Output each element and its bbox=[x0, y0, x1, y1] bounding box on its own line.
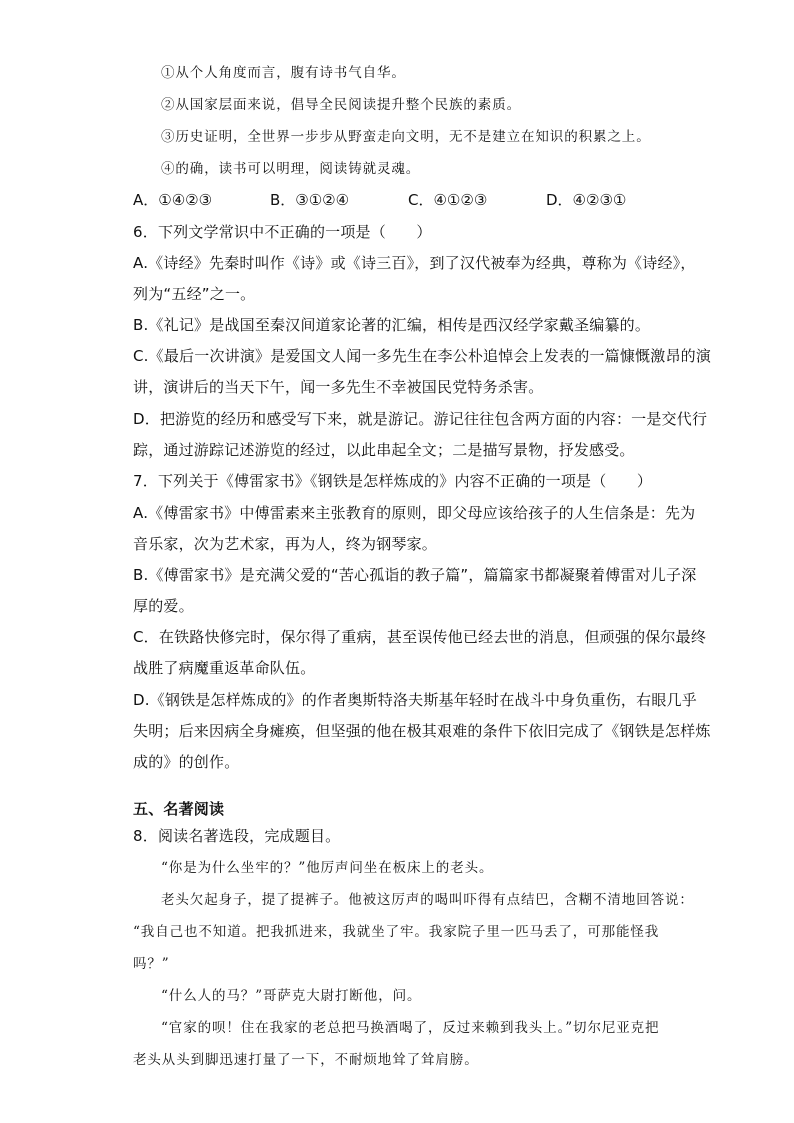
passage-line-4: 吗？” bbox=[133, 956, 170, 972]
sentence-2: ②从国家层面来说，倡导全民阅读提升整个民族的素质。 bbox=[161, 97, 521, 113]
q5-options bbox=[133, 190, 673, 210]
q6-option-b: B.《礼记》是战国至秦汉间道家论著的汇编，相传是西汉经学家戴圣编纂的。 bbox=[133, 316, 651, 334]
sentence-1: ①从个人角度而言，腹有诗书气自华。 bbox=[161, 65, 406, 81]
q6-stem: 6．下列文学常识中不正确的一项是（ ） bbox=[133, 223, 432, 241]
q6-option-c-line2: 讲，演讲后的当天下午，闻一多先生不幸被国民党特务杀害。 bbox=[133, 378, 544, 396]
q7-option-d-line3: 成的》的创作。 bbox=[133, 753, 240, 771]
q6-option-d-line2: 踪，通过游踪记述游览的经过，以此串起全文；二是描写景物，抒发感受。 bbox=[133, 441, 635, 459]
q7-option-a-line1: A.《傅雷家书》中傅雷素来主张教育的原则，即父母应该给孩子的人生信条是：先为 bbox=[133, 504, 696, 522]
q6-option-d-line1: D．把游览的经历和感受写下来，就是游记。游记往往包含两方面的内容：一是交代行 bbox=[133, 410, 708, 428]
q5-option-c: C．④①②③ bbox=[408, 191, 488, 209]
passage-line-5: “什么人的马？”哥萨克大尉打断他，问。 bbox=[161, 988, 422, 1004]
q5-option-b: B．③①②④ bbox=[270, 191, 350, 209]
q7-stem: 7．下列关于《傅雷家书》《钢铁是怎样炼成的》内容不正确的一项是（ ） bbox=[133, 472, 653, 490]
passage-line-6: “官家的呗！住在我家的老总把马换酒喝了，反过来赖到我头上。”切尔尼亚克把 bbox=[161, 1020, 660, 1036]
q5-option-a: A．①④②③ bbox=[133, 191, 213, 209]
q6-option-c-line1: C.《最后一次讲演》是爱国文人闻一多先生在李公朴追悼会上发表的一篇慷慨激昂的演 bbox=[133, 347, 712, 365]
q7-option-a-line2: 音乐家，次为艺术家，再为人，终为钢琴家。 bbox=[133, 535, 438, 553]
q7-option-c-line2: 战胜了病魔重返革命队伍。 bbox=[133, 659, 316, 677]
q7-option-b-line1: B.《傅雷家书》是充满父爱的“苦心孤诣的教子篇”，篇篇家书都凝聚着傅雷对儿子深 bbox=[133, 566, 697, 584]
q7-option-d-line2: 失明；后来因病全身瘫痪，但坚强的他在极其艰难的条件下依旧完成了《钢铁是怎样炼 bbox=[133, 722, 711, 740]
q7-option-d-line1: D.《钢铁是怎样炼成的》的作者奥斯特洛夫斯基年轻时在战斗中身负重伤，右眼几乎 bbox=[133, 691, 697, 709]
q6-option-a-line2: 列为“五经”之一。 bbox=[133, 285, 256, 303]
passage-line-7: 老头从头到脚迅速打量了一下，不耐烦地耸了耸肩膀。 bbox=[133, 1052, 479, 1068]
sentence-4: ④的确，读书可以明理，阅读铸就灵魂。 bbox=[161, 161, 421, 177]
sentence-3: ③历史证明，全世界一步步从野蛮走向文明，无不是建立在知识的积累之上。 bbox=[161, 129, 651, 145]
q7-option-c-line1: C．在铁路快修完时，保尔得了重病，甚至误传他已经去世的消息，但顽强的保尔最终 bbox=[133, 628, 707, 646]
passage-line-3: “我自己也不知道。把我抓进来，我就坐了牢。我家院子里一匹马丢了，可那能怪我 bbox=[133, 924, 660, 940]
q7-option-b-line2: 厚的爱。 bbox=[133, 597, 194, 615]
q5-option-d: D．④②③① bbox=[546, 191, 627, 209]
q8-stem: 8．阅读名著选段，完成题目。 bbox=[133, 827, 341, 845]
q6-option-a-line1: A.《诗经》先秦时叫作《诗》或《诗三百》，到了汉代被奉为经典，尊称为《诗经》， bbox=[133, 254, 696, 272]
passage-line-1: “你是为什么坐牢的？”他厉声问坐在板床上的老头。 bbox=[161, 860, 494, 876]
section-heading: 五、名著阅读 bbox=[133, 800, 225, 818]
passage-line-2: 老头欠起身子，提了提裤子。他被这厉声的喝叫吓得有点结巴，含糊不清地回答说： bbox=[161, 892, 694, 908]
